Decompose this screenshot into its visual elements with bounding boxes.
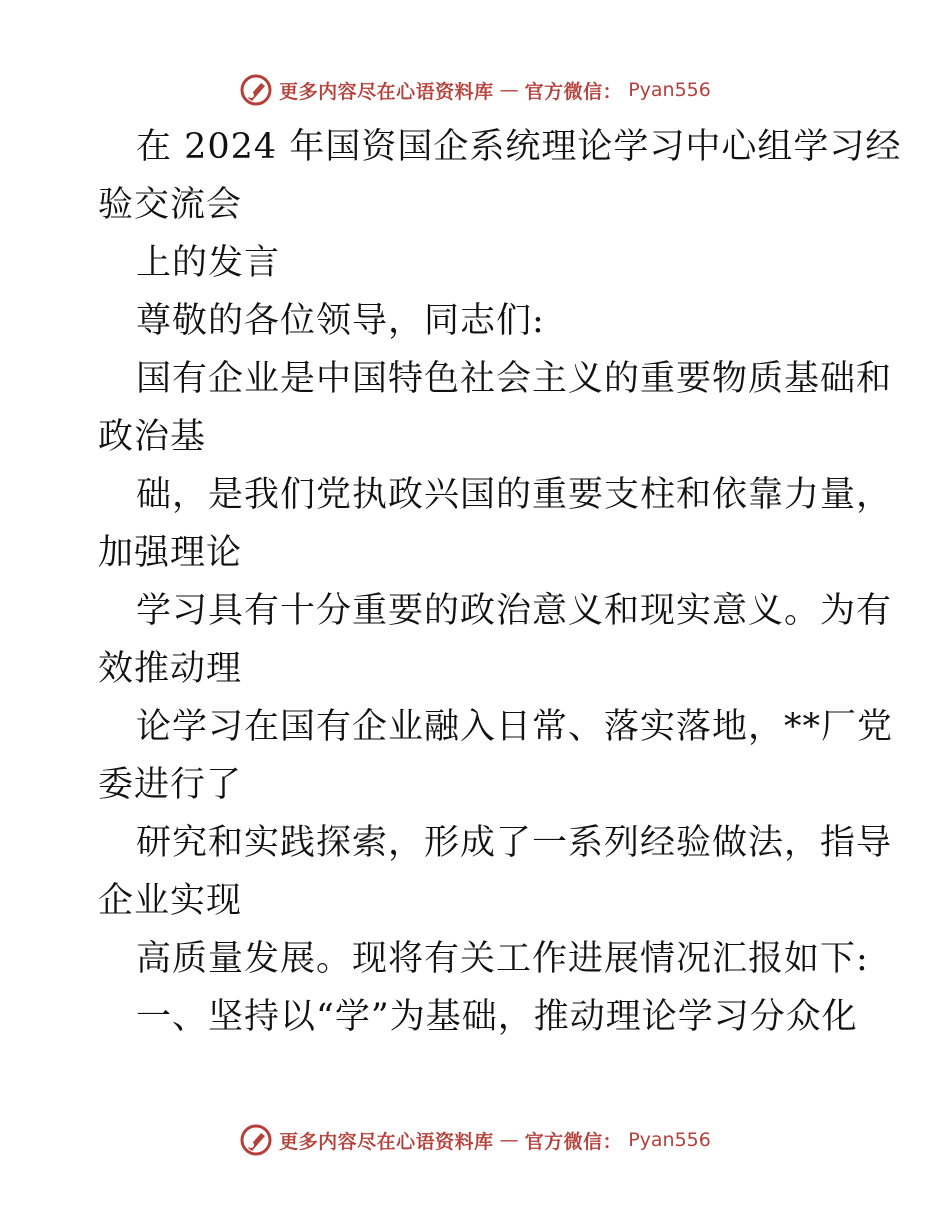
- title-line-2: 验交流会: [98, 185, 243, 225]
- paragraph-line: 企业实现: [98, 881, 243, 921]
- paragraph-line: 委进行了: [98, 765, 243, 805]
- watermark-wechat-id: Pyan556: [628, 79, 711, 101]
- paragraph-line: 政治基: [98, 417, 207, 457]
- salutation: 尊敬的各位领导，同志们:: [136, 301, 545, 341]
- pen-logo-icon: [239, 1123, 273, 1157]
- paragraph-line: 础，是我们党执政兴国的重要支柱和依靠力量，: [136, 475, 893, 515]
- paragraph-line: 加强理论: [98, 533, 243, 573]
- watermark-site-text: 更多内容尽在心语资料库: [279, 1130, 494, 1153]
- paragraph-line: 学习具有十分重要的政治意义和现实意义。为有: [136, 591, 893, 631]
- title-line-1: 在 2024 年国资国企系统理论学习中心组学习经: [136, 127, 902, 167]
- watermark-separator: —: [499, 79, 519, 101]
- pen-logo-icon: [239, 73, 273, 107]
- paragraph-line: 研究和实践探索，形成了一系列经验做法，指导: [136, 823, 893, 863]
- header-watermark: [0, 70, 950, 110]
- document-body: [98, 118, 902, 1046]
- watermark-wechat-label: 官方微信：: [524, 80, 623, 103]
- footer-watermark: [0, 1120, 950, 1160]
- watermark-wechat-id: Pyan556: [628, 1129, 711, 1151]
- watermark-site-text: 更多内容尽在心语资料库: [279, 80, 494, 103]
- paragraph-line: 高质量发展。现将有关工作进展情况汇报如下:: [136, 939, 869, 979]
- section-heading: 一、坚持以“学”为基础，推动理论学习分众化: [136, 997, 858, 1037]
- watermark-separator: —: [499, 1129, 519, 1151]
- title-line-3: 上的发言: [136, 243, 281, 283]
- paragraph-line: 论学习在国有企业融入日常、落实落地，**厂党: [136, 707, 894, 747]
- paragraph-line: 效推动理: [98, 649, 243, 689]
- watermark-wechat-label: 官方微信：: [524, 1130, 623, 1153]
- paragraph-line: 国有企业是中国特色社会主义的重要物质基础和: [136, 359, 893, 399]
